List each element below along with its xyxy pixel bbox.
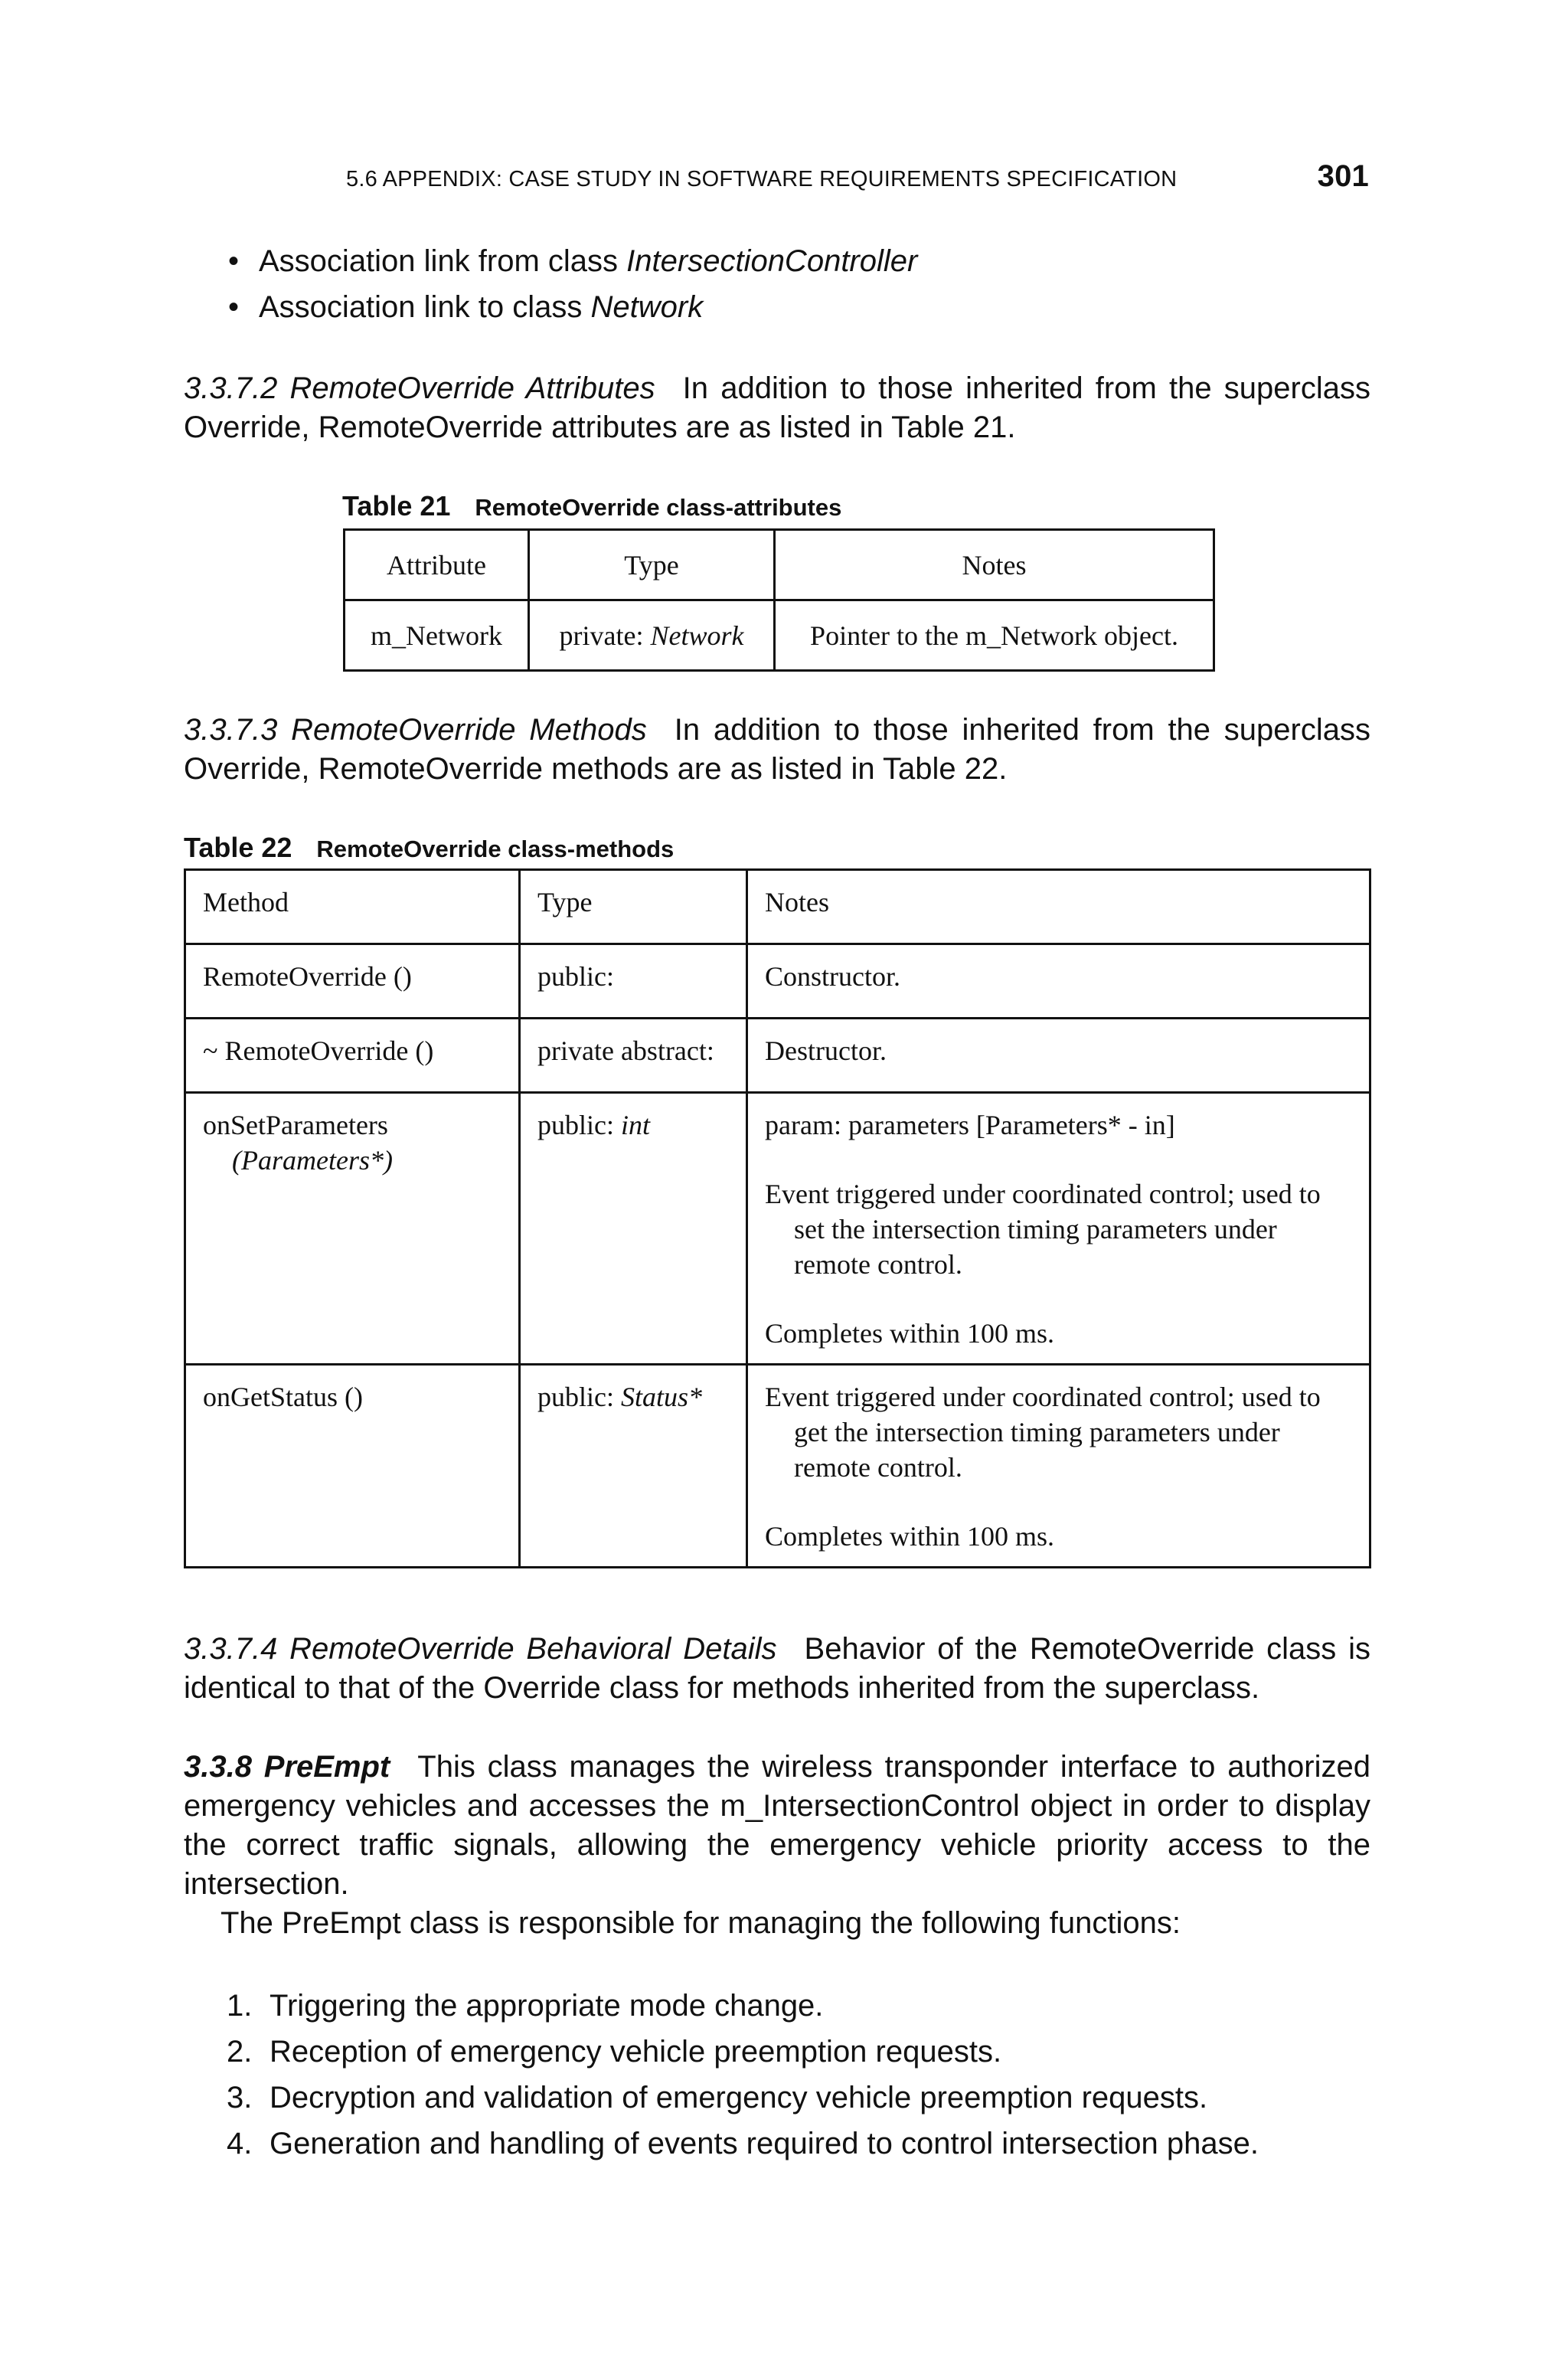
association-list — [228, 242, 1377, 334]
table-header-row — [345, 530, 1214, 600]
table-cell — [185, 1093, 520, 1365]
functions-list — [227, 1987, 1259, 2170]
type-prefix: public: — [537, 1382, 621, 1412]
table-header-row — [185, 870, 1370, 944]
method-params: (Parameters*) — [232, 1145, 393, 1176]
table-cell: ~ RemoteOverride () — [185, 1019, 520, 1093]
type-italic: Status* — [620, 1382, 702, 1412]
section-3374-paragraph — [184, 1630, 1370, 1708]
section-338-paragraph — [184, 1748, 1370, 1904]
section-heading: 3.3.8 PreEmpt — [184, 1750, 390, 1784]
bullet-prefix: Association link to class — [259, 290, 591, 324]
table-header-cell: Notes — [747, 870, 1370, 944]
list-item — [228, 288, 1377, 334]
section-text: In addition to those inherited from the superclass Override, RemoteOverride attributes are as listed in Table 21. — [184, 371, 1371, 444]
list-item — [227, 1987, 1259, 2033]
type-italic: int — [620, 1110, 650, 1140]
list-item — [227, 2033, 1259, 2079]
section-text: Behavior of the RemoteOverride class is identical to that of the Override class for methods inherited from the superclass. — [184, 1632, 1371, 1705]
table-cell: Destructor. — [747, 1019, 1370, 1093]
item-text: Triggering the appropriate mode change. — [270, 1989, 824, 2023]
section-3373-paragraph — [184, 711, 1370, 789]
item-number: 1. — [227, 1989, 253, 2023]
section-338-intro: The PreEmpt class is responsible for managing the following functions: — [220, 1906, 1181, 1940]
table-cell: onGetStatus () — [185, 1365, 520, 1568]
item-text: Reception of emergency vehicle preemption requests. — [270, 2035, 1002, 2069]
table-cell — [520, 1093, 747, 1365]
note-event: Event triggered under coordinated control; used to get the intersection timing parameters under remote control. — [765, 1382, 1321, 1483]
note-param: param: parameters [Parameters* - in] — [765, 1110, 1175, 1140]
method-name: onSetParameters — [203, 1110, 388, 1140]
table-header-cell: Type — [520, 870, 747, 944]
class-name: IntersectionController — [626, 244, 918, 278]
table-header-cell: Attribute — [345, 530, 529, 600]
type-prefix: public: — [537, 1110, 621, 1140]
type-class: Network — [650, 620, 744, 651]
section-3372-paragraph — [184, 369, 1370, 447]
table22 — [184, 868, 1371, 1568]
table-header-cell: Type — [529, 530, 775, 600]
table-cell: Constructor. — [747, 944, 1370, 1019]
list-item — [228, 242, 1377, 288]
item-number: 3. — [227, 2081, 253, 2115]
table22-caption — [184, 832, 674, 864]
table-cell — [747, 1093, 1370, 1365]
section-heading: 3.3.7.2 RemoteOverride Attributes — [184, 371, 655, 405]
table-cell: private abstract: — [520, 1019, 747, 1093]
item-text: Decryption and validation of emergency vehicle preemption requests. — [270, 2081, 1208, 2115]
table-title: RemoteOverride class-methods — [316, 836, 675, 862]
table-row — [185, 1093, 1370, 1365]
item-number: 2. — [227, 2035, 253, 2069]
running-header — [346, 159, 1369, 202]
table-cell — [529, 600, 775, 671]
table-cell — [747, 1365, 1370, 1568]
section-text: In addition to those inherited from the superclass Override, RemoteOverride methods are as listed in Table 22. — [184, 713, 1371, 786]
note-event: Event triggered under coordinated control; used to set the intersection timing parameters under remote control. — [765, 1179, 1321, 1280]
table-row — [185, 944, 1370, 1019]
note-complete: Completes within 100 ms. — [765, 1318, 1054, 1349]
bullet-prefix: Association link from class — [259, 244, 627, 278]
list-item — [227, 2079, 1259, 2124]
table21-caption — [342, 490, 841, 522]
section-text: This class manages the wireless transponder interface to authorized emergency vehicles and accesses the m_IntersectionControl object in order to display the correct traffic signals, allowing the emergency vehicle priority access to the intersection. — [184, 1750, 1370, 1901]
list-item — [227, 2124, 1259, 2170]
table-cell: public: — [520, 944, 747, 1019]
table-header-cell: Notes — [775, 530, 1214, 600]
table-title: RemoteOverride class-attributes — [475, 494, 842, 521]
table-label: Table 22 — [184, 832, 292, 863]
table-header-cell: Method — [185, 870, 520, 944]
table-row — [185, 1365, 1370, 1568]
table-cell: Pointer to the m_Network object. — [775, 600, 1214, 671]
table-row — [345, 600, 1214, 671]
item-number: 4. — [227, 2127, 253, 2160]
section-heading: 3.3.7.4 RemoteOverride Behavioral Details — [184, 1632, 777, 1666]
class-name: Network — [590, 290, 704, 324]
table21 — [343, 528, 1215, 672]
table-row — [185, 1019, 1370, 1093]
page-number: 301 — [1317, 159, 1369, 193]
section-heading: 3.3.7.3 RemoteOverride Methods — [184, 713, 647, 747]
item-text: Generation and handling of events required to control intersection phase. — [270, 2127, 1259, 2160]
table-cell: m_Network — [345, 600, 529, 671]
running-title: 5.6 APPENDIX: CASE STUDY IN SOFTWARE REQUIREMENTS SPECIFICATION — [346, 167, 1178, 191]
type-prefix: private: — [559, 620, 651, 651]
table-label: Table 21 — [342, 490, 451, 522]
note-complete: Completes within 100 ms. — [765, 1521, 1054, 1552]
table-cell: RemoteOverride () — [185, 944, 520, 1019]
table-cell — [520, 1365, 747, 1568]
